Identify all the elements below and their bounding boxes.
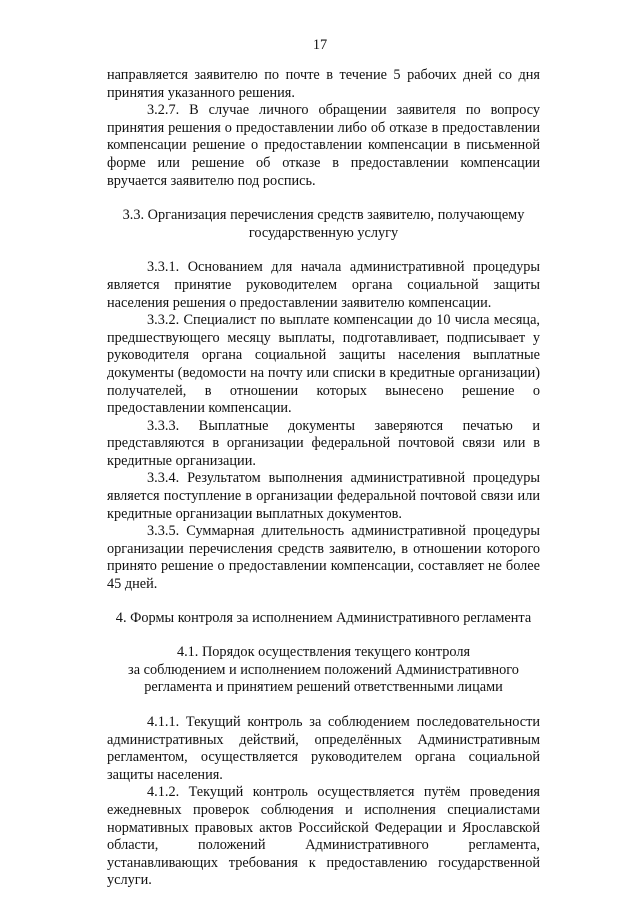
section-heading-4: 4. Формы контроля за исполнением Административного регламента: [115, 609, 532, 626]
subsection-heading-4-1-line2: за соблюдением и исполнением положений Административного регламента и принятием решений ответственными лицами: [128, 661, 519, 696]
paragraph-4-1-2: 4.1.2. Текущий контроль осуществляется путём проведения ежедневных проверок соблюдения и исполнения специалистами нормативных правовых актов Российской Федерации и Ярославской области, положений Административного регламента, устанавливающих требования к предоставлению государственной услуги.: [107, 784, 540, 889]
paragraph-3-2-7: 3.2.7. В случае личного обращении заявителя по вопросу принятия решения о предоставлении либо об отказе в предоставлении компенсации решение о предоставлении компенсации в письменной форме или решение об отказе в предоставлении компенсации вручается заявителю под роспись.: [107, 102, 540, 189]
document-body: [107, 67, 540, 890]
paragraph-3-3-5: 3.3.5. Суммарная длительность административной процедуры организации перечисления средств заявителю, в отношении которого принято решение о предоставлении компенсации, составляет не более 45 дней.: [107, 523, 540, 593]
paragraph: направляется заявителю по почте в течение 5 рабочих дней со дня принятия указанного решения.: [107, 67, 540, 101]
subsection-heading-4-1-line1: 4.1. Порядок осуществления текущего контроля: [176, 644, 471, 661]
paragraph-3-3-2: 3.3.2. Специалист по выплате компенсации до 10 числа месяца, предшествующего месяцу выплаты, подготавливает, подписывает у руководителя органа социальной защиты населения выплатные документы (ведомости на почту или списки в кредитные организации) получателей, в отношении которых вынесено решение о предоставлении компенсации.: [107, 312, 540, 417]
paragraph-3-3-4: 3.3.4. Результатом выполнения административной процедуры является поступление в организации федеральной почтовой связи или кредитные организации выплатных документов.: [107, 470, 540, 522]
paragraph-3-3-3: 3.3.3. Выплатные документы заверяются печатью и представляются в организации федеральной почтовой связи или в кредитные организации.: [107, 417, 540, 469]
section-heading-3-3: 3.3. Организация перечисления средств заявителю, получающему государственную услугу: [122, 207, 525, 241]
paragraph-3-3-1: 3.3.1. Основанием для начала административной процедуры является принятие руководителем органа социальной защиты населения решения о предоставлении заявителю компенсации.: [107, 259, 540, 311]
page-number: 17: [312, 37, 328, 53]
paragraph-4-1-1: 4.1.1. Текущий контроль за соблюдением последовательности административных действий, определённых Административным регламентом, осуществляется руководителем органа социальной защиты населения.: [107, 714, 540, 783]
